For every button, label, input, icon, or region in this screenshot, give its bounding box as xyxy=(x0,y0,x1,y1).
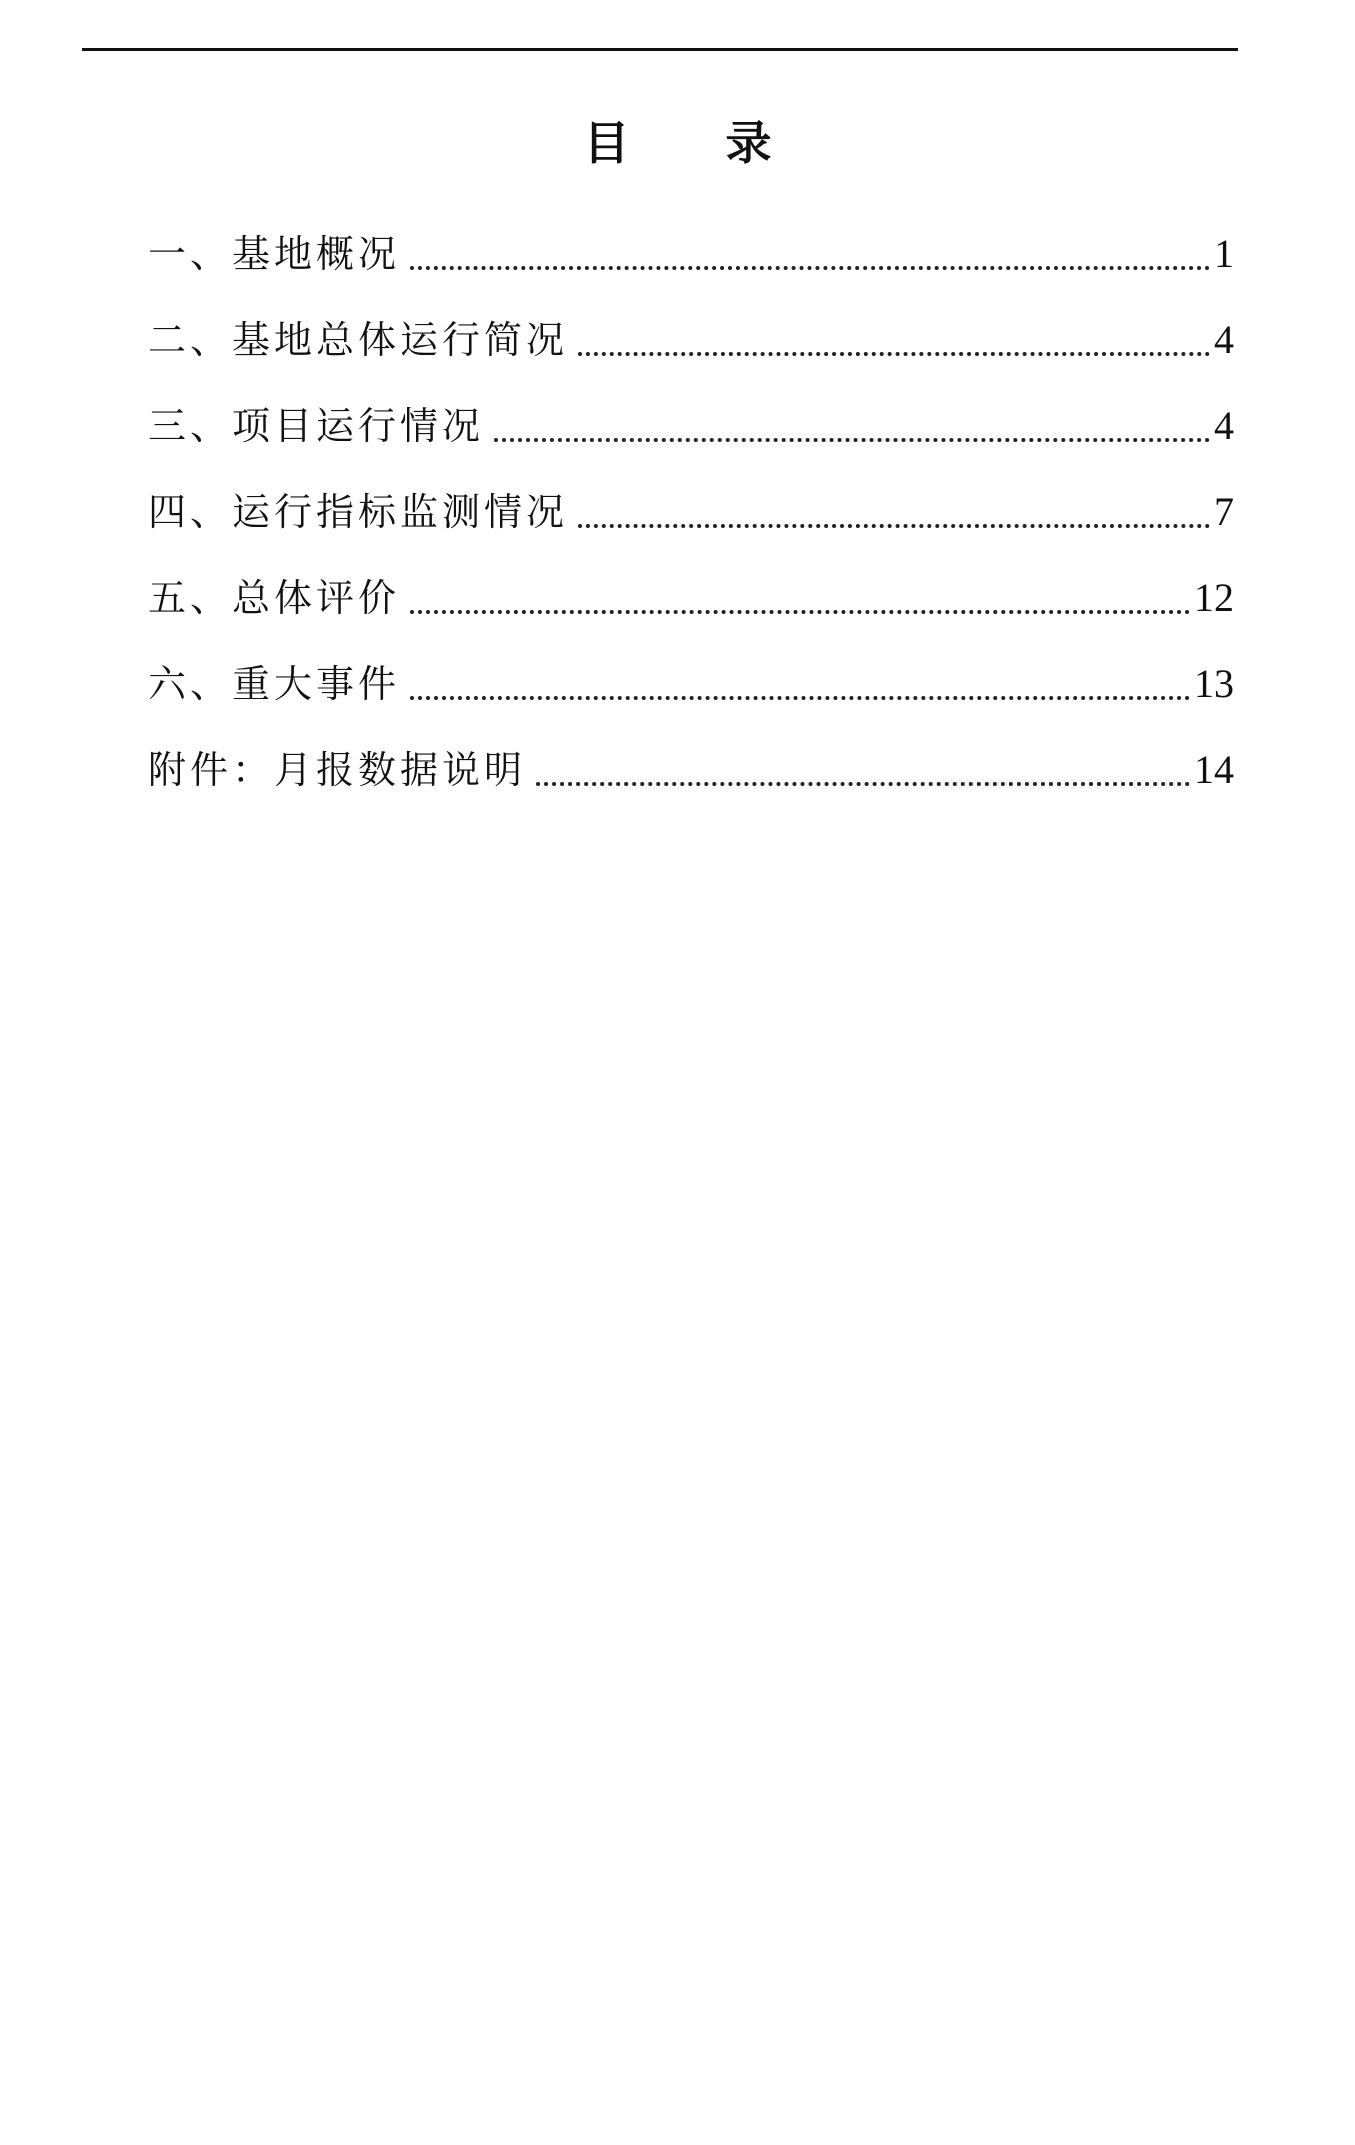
page-title: 目 录 xyxy=(583,116,812,170)
toc-entry-2[interactable] xyxy=(148,284,1234,370)
dot-leader xyxy=(578,352,1210,356)
dot-leader xyxy=(410,266,1210,270)
header-rule xyxy=(82,48,1238,51)
toc-entry-page-number: 4 xyxy=(1214,403,1234,448)
toc-entry-6[interactable] xyxy=(148,628,1234,714)
toc-entry-7[interactable] xyxy=(148,714,1234,800)
toc-entry-page-number: 12 xyxy=(1194,575,1234,620)
toc-entry-label: 六、重大事件 xyxy=(148,662,401,706)
toc-entry-page-number: 1 xyxy=(1214,231,1234,276)
dot-leader xyxy=(578,524,1210,528)
toc-entry-page-number: 4 xyxy=(1214,317,1234,362)
toc-entry-4[interactable] xyxy=(148,456,1234,542)
toc-entry-label: 五、总体评价 xyxy=(148,576,401,620)
toc-entry-3[interactable] xyxy=(148,370,1234,456)
toc-entry-label: 三、项目运行情况 xyxy=(148,404,485,448)
toc-entry-page-number: 13 xyxy=(1194,661,1234,706)
dot-leader xyxy=(410,610,1190,614)
dot-leader xyxy=(536,782,1190,786)
toc-entry-5[interactable] xyxy=(148,542,1234,628)
table-of-contents xyxy=(148,198,1234,800)
dot-leader xyxy=(410,696,1190,700)
toc-entry-page-number: 14 xyxy=(1194,747,1234,792)
toc-entry-label: 二、基地总体运行简况 xyxy=(148,318,569,362)
toc-entry-label: 一、基地概况 xyxy=(148,232,401,276)
toc-entry-label: 四、运行指标监测情况 xyxy=(148,490,569,534)
toc-entry-label: 附件：月报数据说明 xyxy=(148,748,527,792)
toc-entry-1[interactable] xyxy=(148,198,1234,284)
toc-entry-page-number: 7 xyxy=(1214,489,1234,534)
dot-leader xyxy=(494,438,1210,442)
